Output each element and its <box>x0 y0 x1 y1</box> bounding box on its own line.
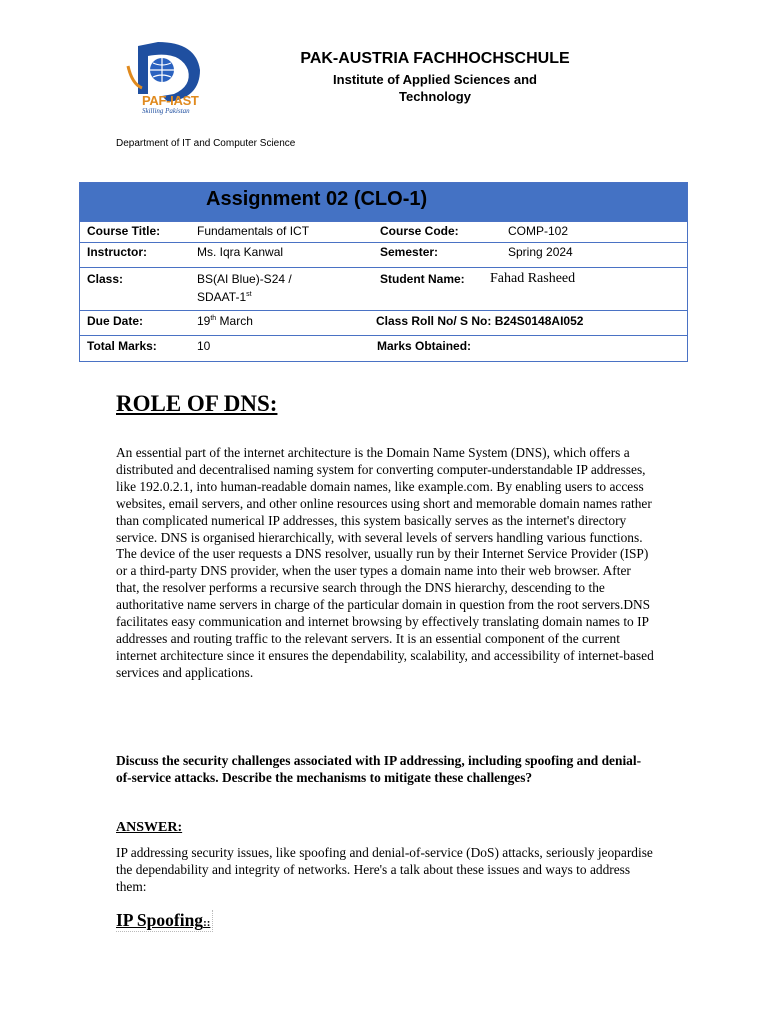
department-name: Department of IT and Computer Science <box>116 138 296 149</box>
class-value <box>197 272 292 305</box>
total-marks-value: 10 <box>197 339 211 353</box>
due-date-day: 19 <box>197 314 211 328</box>
institute-name-line2: Technology <box>399 89 471 104</box>
instructor-value: Ms. Iqra Kanwal <box>197 245 284 259</box>
dns-paragraph: An essential part of the internet architecture is the Domain Name System (DNS), which offers a distributed and decentralised naming system for converting computer-understandable IP addresses, like 192.0.2.1, into human-readable domain names, like example.com. By enabling users to access websites, email servers, and other online resources using short and memorable domain names rather than complicated numerical IP addresses, this system basically serves as the internet's directory service. DNS is organised hierarchically, with several levels of servers handling various functions. The device of the user requests a DNS resolver, usually run by their Internet Service Provider (ISP) or a third-party DNS provider, when the user types a domain name into their web browser. After that, the resolver performs a recursive search through the DNS hierarchy, descending to the authoritative name servers in charge of the particular domain in question from the root servers.DNS facilitates easy communication and internet browsing by effectively translating domain names to IP addresses and routing traffic to the relevant servers. It is an essential component of the current internet architecture since it ensures the dependability, scalability, and accessibility of internet-based services and applications. <box>116 445 654 680</box>
roll-number <box>376 314 583 328</box>
table-row <box>80 243 687 268</box>
question-text: Discuss the security challenges associated with IP addressing, including spoofing and denial-of-service attacks. Describe the mechanisms to mitigate these challenges? <box>116 753 642 785</box>
table-header <box>80 183 687 222</box>
answer-label: ANSWER: <box>116 820 183 835</box>
total-marks-label: Total Marks: <box>87 339 157 353</box>
university-name: PAK-AUSTRIA FACHHOCHSCHULE <box>300 50 570 67</box>
due-date-sup: th <box>210 315 217 322</box>
semester-label: Semester: <box>380 245 439 259</box>
subheading-ip-spoofing <box>116 910 213 932</box>
university-logo <box>118 36 210 128</box>
instructor-label: Instructor: <box>87 245 147 259</box>
due-date-month: March <box>216 314 253 328</box>
institute-name-line1: Institute of Applied Sciences and <box>333 72 537 87</box>
student-name-label: Student Name: <box>380 272 465 286</box>
course-title-label: Course Title: <box>87 224 161 238</box>
due-date-label: Due Date: <box>87 314 144 328</box>
section-heading: ROLE OF DNS: <box>116 391 278 416</box>
marks-obtained-label: Marks Obtained: <box>377 339 472 353</box>
course-code-value: COMP-102 <box>508 224 569 238</box>
class-value-line1: BS(AI Blue)-S24 / <box>197 272 292 286</box>
due-date-value <box>197 314 253 328</box>
course-code-label: Course Code: <box>380 224 459 238</box>
assignment-title: Assignment 02 (CLO-1) <box>206 188 428 210</box>
logo-text: PAF-IAST <box>142 93 199 108</box>
assignment-info-table <box>79 182 688 362</box>
answer-paragraph: IP addressing security issues, like spoofing and denial-of-service (DoS) attacks, seriously jeopardise the dependability and integrity of networks. Here's a talk about these issues and ways to address them: <box>116 845 653 894</box>
subheading-suffix: :: <box>203 917 211 929</box>
student-name-value: Fahad Rasheed <box>490 271 576 286</box>
semester-value: Spring 2024 <box>508 245 573 259</box>
table-row <box>80 222 687 243</box>
table-row <box>80 268 687 311</box>
logo-tagline: Skilling Pakistan <box>142 107 190 115</box>
class-label: Class: <box>87 272 124 286</box>
table-row <box>80 311 687 336</box>
class-value-line2: SDAAT-1 <box>197 290 247 304</box>
subheading-text: IP Spoofing <box>116 910 204 930</box>
class-value-sup: st <box>246 291 252 298</box>
roll-number-label: Class Roll No/ S No: <box>376 314 495 328</box>
roll-number-value: B24S0148AI052 <box>494 314 584 328</box>
course-title-value: Fundamentals of ICT <box>197 224 310 238</box>
table-row <box>80 336 687 361</box>
